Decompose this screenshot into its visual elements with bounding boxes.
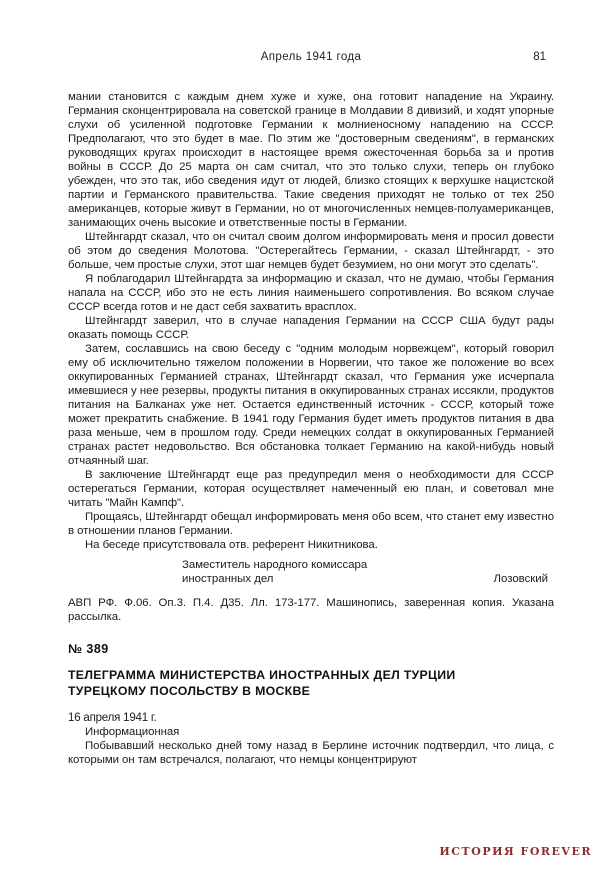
paragraph-continuation: мании становится с каждым днем хуже и хуже, она готовит нападение на Украину. Германия сконцентрировала на советской границе в Молдавии 8 дивизий, и ходят упорные слухи об усиленной подготовке Германии к молниеносному нападению на СССР. Предполагают, что это будет в мае. По этим же "достоверным сведениям", в германских руководящих кругах происходит в настоящее время ожесточенная борьба за и против войны в СССР. До 25 марта он сам считал, что это только слухи, теперь он глубоко убежден, что это так, ибо сведения идут от людей, близко стоящих к верхушке нацистской партии и Германского правительства. Такие сведения приходят не только от тех 250 американцев, которые живут в Германии, но от многочисленных немцев-полуамериканцев, занимающих очень высокие и ответственные посты в Германии. xyxy=(68,91,554,229)
paragraph-opening: Побывавший несколько дней тому назад в Берлине источник подтвердил, что лица, с которыми он там встречался, полагают, что немцы концентрируют xyxy=(68,740,554,766)
document-classification: Информационная xyxy=(85,726,180,738)
paragraph-farewell: Прощаясь, Штейнгардт обещал информировать меня обо всем, что станет ему известно в отношении планов Германии. xyxy=(68,511,554,537)
page-number: 81 xyxy=(533,51,546,63)
document-388-section xyxy=(68,90,554,624)
signature-position-line1: Заместитель народного комиссара xyxy=(182,559,368,571)
signature-position-line2: иностранных дел xyxy=(182,573,274,585)
signature-position xyxy=(182,558,367,586)
paragraph-norwegian: Затем, сославшись на свою беседу с "одним молодым норвежцем", который говорил ему об исключительно тяжелом положении в Норвегии, что такое же положение во всех оккупированных Германией странах, Штейнгардт сказал, что Германия уже исчерпала имевшиеся у нее резервы, продукты питания в оккупированных странах иссякли, продуктов питания на Балканах уже нет. Остается единственный источник - СССР, который тоже может прекратить снабжение. В 1941 году Германия будет иметь продуктов питания в два раза меньше, чем в прошлом году. Среди немецких солдат в оккупированных Германией странах растет недовольство. Вся обстановка толкает Германию на какой-нибудь новый отчаянный шаг. xyxy=(68,343,554,467)
paragraph-attendee: На беседе присутствовала отв. референт Никитникова. xyxy=(85,539,378,551)
document-389-section xyxy=(68,642,554,767)
running-title: Апрель 1941 года xyxy=(260,51,362,63)
paragraph-steinhardt-warning: Штейнгардт сказал, что он считал своим долгом информировать меня и просил довести об этом до сведения Молотова. "Остерегайтесь Германии, - сказал Штейнгардт, - это больше, чем простые слухи, этот шаг немцев будет безумием, но они могут это сделать". xyxy=(68,231,554,271)
signature-block xyxy=(68,558,554,586)
document-number: № 389 xyxy=(68,642,109,656)
document-title-line1: ТЕЛЕГРАММА МИНИСТЕРСТВА ИНОСТРАННЫХ ДЕЛ ТУРЦИИ xyxy=(68,668,456,682)
paragraph-reply: Я поблагодарил Штейнгардта за информацию и сказал, что не думаю, чтобы Германия напала на СССР, ибо это не есть линия наименьшего сопротивления. Во всяком случае СССР всегда готов и не даст себя захватить врасплох. xyxy=(68,273,554,313)
document-title xyxy=(68,668,554,699)
signature-name: Лозовский xyxy=(493,573,548,585)
watermark-text: ИСТОРИЯ FOREVER xyxy=(439,845,592,858)
paragraph-conclusion: В заключение Штейнгардт еще раз предупредил меня о необходимости для СССР остерегаться Германии, которая осуществляет намеченный ею план, и советовал мне читать "Майн Кампф". xyxy=(68,469,554,509)
paragraph-us-help: Штейнгардт заверил, что в случае нападения Германии на СССР США будут рады оказать помощь СССР. xyxy=(68,315,554,341)
document-title-line2: ТУРЕЦКОМУ ПОСОЛЬСТВУ В МОСКВЕ xyxy=(68,683,311,698)
page-header xyxy=(68,50,554,64)
page-body xyxy=(68,90,554,767)
archive-reference: АВП РФ. Ф.06. Оп.3. П.4. Д35. Лл. 173-177. Машинопись, заверенная копия. Указана рассылка. xyxy=(68,597,554,623)
document-date: 16 апреля 1941 г. xyxy=(68,712,157,724)
